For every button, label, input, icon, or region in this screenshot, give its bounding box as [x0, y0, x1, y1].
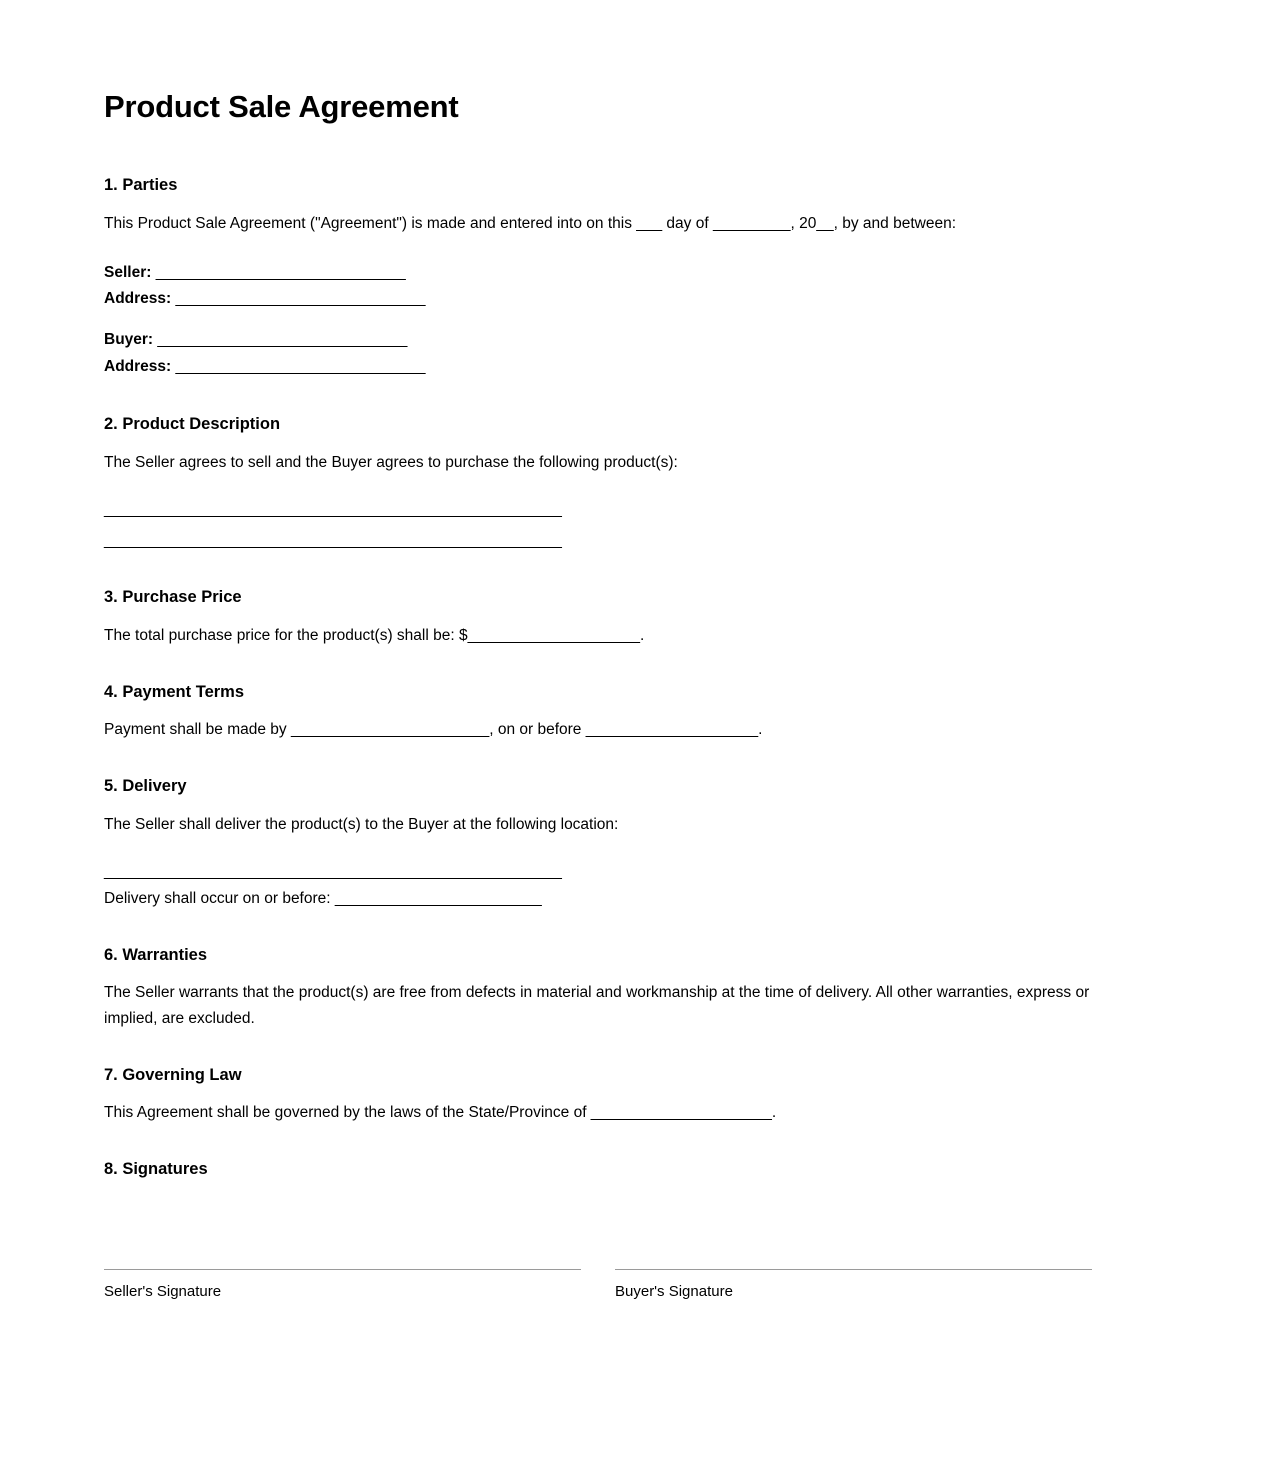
buyer-blank-rule[interactable]: _____________________________	[153, 331, 408, 349]
page-title: Product Sale Agreement	[104, 89, 459, 124]
section-heading-payment-terms: 4. Payment Terms	[104, 682, 245, 701]
buyer-address-blank-rule[interactable]: _____________________________	[171, 357, 426, 375]
delivery-intro-text: The Seller shall deliver the product(s) to the Buyer at the following location:	[104, 815, 619, 833]
parties-field-gap	[104, 313, 1119, 327]
warranties-text: The Seller warrants that the product(s) are free from defects in material and workmanship at the time of delivery. All other warranties, express or implied, are excluded.	[104, 984, 1090, 1027]
buyer-signature-line[interactable]	[615, 1269, 1092, 1270]
section-purchase-price	[104, 587, 1119, 648]
governing-law-text[interactable]: This Agreement shall be governed by the laws of the State/Province of _____________________.	[104, 1104, 777, 1122]
seller-blank-rule[interactable]: _____________________________	[151, 263, 406, 281]
buyer-field-row	[104, 327, 1119, 354]
parties-fields	[104, 260, 1119, 381]
seller-signature-block	[104, 1269, 581, 1304]
section-product-description	[104, 414, 1119, 553]
product-description-blank-rule-2[interactable]: _______________________________________________________	[104, 532, 562, 550]
section-signatures	[104, 1159, 1119, 1303]
delivery-location-blank-rule[interactable]: _______________________________________________________	[104, 862, 562, 880]
product-description-intro-text: The Seller agrees to sell and the Buyer agrees to purchase the following product(s):	[104, 453, 678, 471]
section-heading-governing-law: 7. Governing Law	[104, 1065, 242, 1084]
seller-field-row	[104, 260, 1119, 287]
section-heading-parties: 1. Parties	[104, 176, 178, 195]
section-payment-terms	[104, 682, 1119, 743]
purchase-price-text[interactable]: The total purchase price for the product(s) shall be: $____________________.	[104, 626, 645, 644]
signature-row	[104, 1269, 1119, 1304]
seller-address-field-row	[104, 286, 1119, 313]
section-governing-law	[104, 1065, 1119, 1126]
buyer-signature-block	[615, 1269, 1092, 1304]
document-body	[104, 88, 1119, 1304]
section-parties	[104, 175, 1119, 380]
seller-address-blank-rule[interactable]: _____________________________	[171, 290, 426, 308]
seller-signature-label: Seller's Signature	[104, 1282, 222, 1300]
seller-label: Seller:	[104, 263, 152, 281]
section-heading-delivery: 5. Delivery	[104, 777, 187, 796]
section-heading-purchase-price: 3. Purchase Price	[104, 588, 242, 607]
seller-signature-line[interactable]	[104, 1269, 581, 1270]
buyer-label: Buyer:	[104, 331, 154, 349]
seller-address-label: Address:	[104, 290, 172, 308]
product-description-blank-rule-1[interactable]: _______________________________________________________	[104, 500, 562, 518]
buyer-address-label: Address:	[104, 357, 172, 375]
section-heading-warranties: 6. Warranties	[104, 945, 208, 964]
buyer-signature-label: Buyer's Signature	[615, 1282, 733, 1300]
product-description-blank-lines	[104, 497, 1119, 553]
payment-terms-text[interactable]: Payment shall be made by _______________________, on or before ____________________.	[104, 721, 763, 739]
delivery-date-text[interactable]: Delivery shall occur on or before: ________________________	[104, 889, 542, 907]
section-delivery	[104, 776, 1119, 911]
section-heading-signatures: 8. Signatures	[104, 1160, 208, 1179]
section-warranties	[104, 945, 1119, 1031]
section-heading-product-description: 2. Product Description	[104, 415, 281, 434]
parties-intro-text: This Product Sale Agreement ("Agreement") is made and entered into on this ___ day of _________, 20__, by and between:	[104, 214, 957, 232]
buyer-address-field-row	[104, 354, 1119, 381]
